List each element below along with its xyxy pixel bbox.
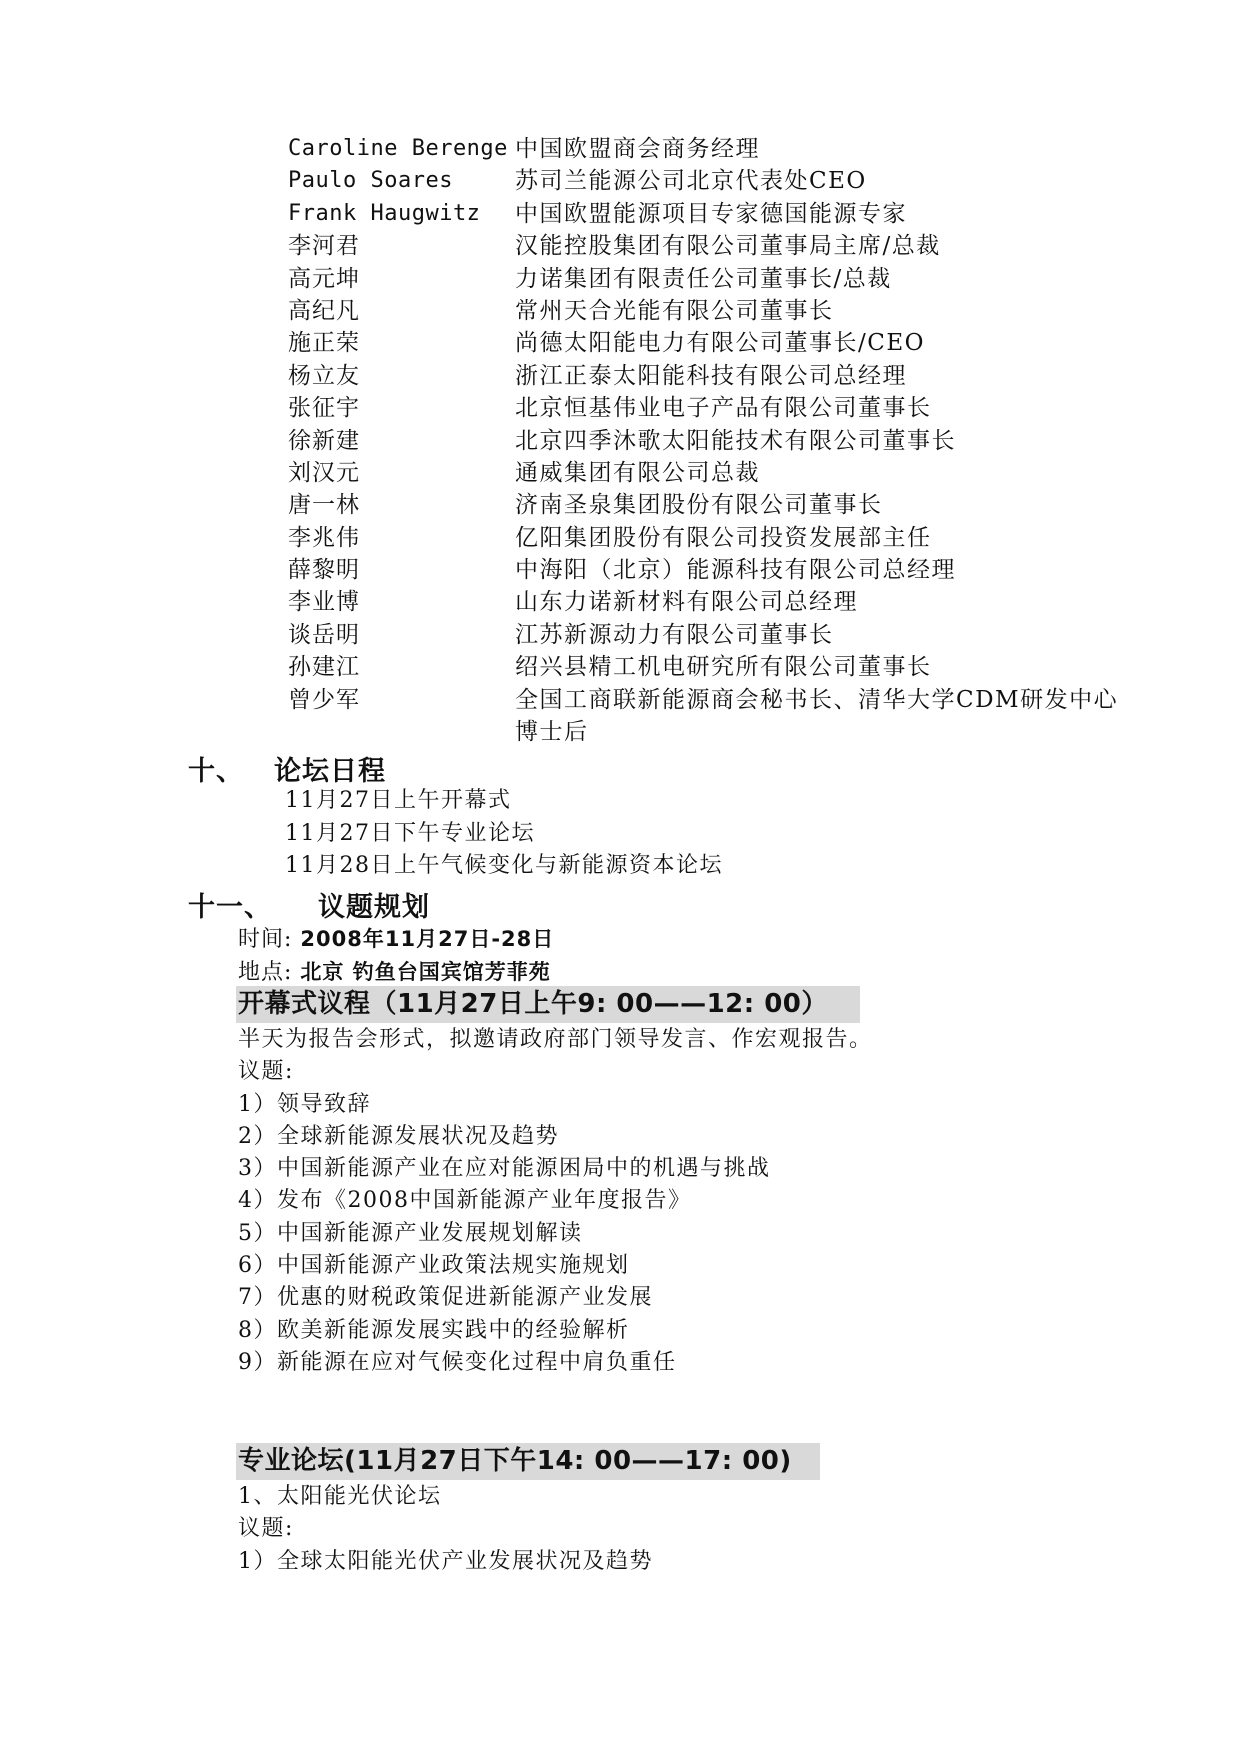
attendee-row xyxy=(288,619,1128,651)
attendee-name: 高元坤 xyxy=(288,265,360,292)
attendee-title: 汉能控股集团有限公司董事局主席/总裁 xyxy=(515,233,941,260)
attendee-name: 杨立友 xyxy=(288,362,360,389)
sub-forum-title: 1、太阳能光伏论坛 xyxy=(238,1484,442,1509)
attendee-row xyxy=(288,684,1128,749)
attendee-row xyxy=(288,457,1128,489)
time-line xyxy=(238,922,554,953)
attendee-list xyxy=(288,133,1128,748)
attendee-title: 力诺集团有限责任公司董事长/总裁 xyxy=(515,265,892,292)
attendee-row xyxy=(288,651,1128,683)
opening-agenda-body xyxy=(238,1024,873,1379)
attendee-title: 尚德太阳能电力有限公司董事长/CEO xyxy=(515,330,925,357)
attendee-name: 谈岳明 xyxy=(288,621,360,648)
topic-item: 1）领导致辞 xyxy=(238,1091,371,1117)
place-line xyxy=(238,955,551,986)
attendee-row xyxy=(288,489,1128,521)
topic-item: 7）优惠的财税政策促进新能源产业发展 xyxy=(238,1285,653,1311)
time-label: 时间: xyxy=(238,927,293,952)
attendee-title: 北京四季沐歌太阳能技术有限公司董事长 xyxy=(515,427,956,454)
section-11-heading xyxy=(188,885,430,924)
topic-item: 4）发布《2008中国新能源产业年度报告》 xyxy=(238,1188,692,1214)
attendee-title: 常州天合光能有限公司董事长 xyxy=(515,297,834,324)
attendee-name: 李业博 xyxy=(288,589,360,616)
attendee-title: 浙江正泰太阳能科技有限公司总经理 xyxy=(515,362,907,389)
section-10-heading xyxy=(188,749,386,788)
attendee-name: 李河君 xyxy=(288,233,360,260)
topic-item: 9）新能源在应对气候变化过程中肩负重任 xyxy=(238,1349,677,1375)
attendee-title: 济南圣泉集团股份有限公司董事长 xyxy=(515,492,883,519)
place-value: 北京 钓鱼台国宾馆芳菲苑 xyxy=(300,960,551,984)
attendee-row xyxy=(288,133,1128,165)
attendee-title: 全国工商联新能源商会秘书长、清华大学CDM研发中心博士后 xyxy=(515,686,1119,746)
attendee-row xyxy=(288,360,1128,392)
topics-label: 议题: xyxy=(238,1059,294,1085)
topic-item: 6）中国新能源产业政策法规实施规划 xyxy=(238,1253,630,1279)
attendee-name: 徐新建 xyxy=(288,427,360,454)
attendee-title: 绍兴县精工机电研究所有限公司董事长 xyxy=(515,654,932,681)
attendee-name: 孙建江 xyxy=(288,654,360,681)
attendee-title: 江苏新源动力有限公司董事长 xyxy=(515,621,834,648)
section-title: 议题规划 xyxy=(318,892,430,923)
topic-item: 2）全球新能源发展状况及趋势 xyxy=(238,1123,559,1149)
attendee-name: Paulo Soares xyxy=(288,168,453,194)
attendee-row xyxy=(288,327,1128,359)
attendee-row xyxy=(288,165,1128,197)
attendee-row xyxy=(288,295,1128,327)
attendee-row xyxy=(288,586,1128,618)
topic-item: 5）中国新能源产业发展规划解读 xyxy=(238,1220,583,1246)
opening-agenda-heading: 开幕式议程（11月27日上午9: 00——12: 00） xyxy=(236,986,860,1023)
attendee-title: 中海阳（北京）能源科技有限公司总经理 xyxy=(515,557,956,584)
schedule-list xyxy=(285,785,723,883)
attendee-row xyxy=(288,522,1128,554)
schedule-item: 11月28日上午气候变化与新能源资本论坛 xyxy=(285,853,723,878)
attendee-row xyxy=(288,263,1128,295)
attendee-title: 山东力诺新材料有限公司总经理 xyxy=(515,589,858,616)
attendee-name: 曾少军 xyxy=(288,686,360,713)
attendee-name: 刘汉元 xyxy=(288,459,360,486)
attendee-name: 唐一林 xyxy=(288,492,360,519)
attendee-name: 施正荣 xyxy=(288,330,360,357)
attendee-title: 中国欧盟商会商务经理 xyxy=(515,136,760,162)
topic-item: 1）全球太阳能光伏产业发展状况及趋势 xyxy=(238,1548,653,1574)
professional-forum-body xyxy=(238,1481,653,1578)
time-value: 2008年11月27日-28日 xyxy=(300,927,555,951)
topic-item: 3）中国新能源产业在应对能源困局中的机遇与挑战 xyxy=(238,1156,771,1182)
attendee-name: 李兆伟 xyxy=(288,524,360,551)
attendee-row xyxy=(288,554,1128,586)
schedule-item: 11月27日上午开幕式 xyxy=(285,788,512,813)
section-title: 论坛日程 xyxy=(274,756,386,787)
topic-item: 8）欧美新能源发展实践中的经验解析 xyxy=(238,1317,630,1343)
attendee-title: 通威集团有限公司总裁 xyxy=(515,459,760,486)
topics-label: 议题: xyxy=(238,1516,294,1542)
professional-forum-heading: 专业论坛(11月27日下午14: 00——17: 00) xyxy=(236,1443,820,1480)
place-label: 地点: xyxy=(238,960,293,985)
section-number: 十、 xyxy=(188,756,244,787)
schedule-item: 11月27日下午专业论坛 xyxy=(285,820,535,846)
opening-intro: 半天为报告会形式，拟邀请政府部门领导发言、作宏观报告。 xyxy=(238,1027,873,1052)
section-number: 十一、 xyxy=(188,892,272,923)
attendee-name: 张征宇 xyxy=(288,395,360,422)
attendee-row xyxy=(288,230,1128,262)
attendee-title: 亿阳集团股份有限公司投资发展部主任 xyxy=(515,524,932,551)
attendee-row xyxy=(288,198,1128,230)
attendee-title: 北京恒基伟业电子产品有限公司董事长 xyxy=(515,395,932,422)
attendee-name: Caroline Berenge xyxy=(288,136,508,161)
attendee-name: Frank Haugwitz xyxy=(288,200,481,226)
attendee-name: 薛黎明 xyxy=(288,557,360,584)
attendee-row xyxy=(288,392,1128,424)
attendee-title: 苏司兰能源公司北京代表处CEO xyxy=(515,168,867,195)
attendee-row xyxy=(288,425,1128,457)
attendee-name: 高纪凡 xyxy=(288,297,360,324)
attendee-title: 中国欧盟能源项目专家德国能源专家 xyxy=(515,200,907,227)
